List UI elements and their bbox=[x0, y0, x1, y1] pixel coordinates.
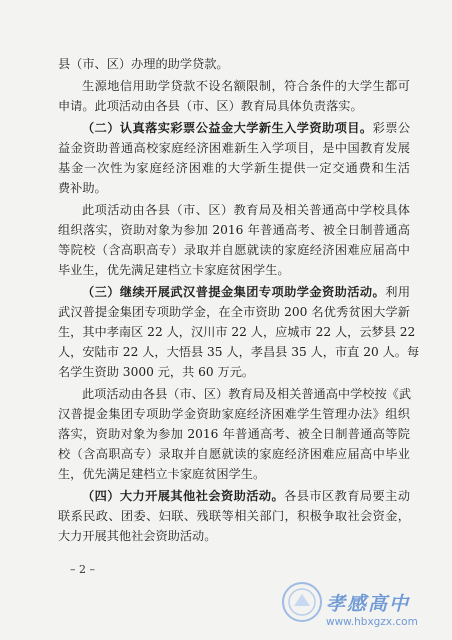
text-line bbox=[82, 386, 410, 402]
line-text: 生源地信用助学贷款不设名额限制，符合条件的大学生都可 bbox=[82, 79, 410, 93]
text-line bbox=[58, 242, 410, 258]
line-text: 联系民政、团委、妇联、残联等相关部门，积极争取社会资金， bbox=[58, 509, 410, 523]
section-heading: （二）认真落实彩票公益金大学新生入学资助项目。 bbox=[82, 121, 373, 135]
watermark-school-name: 孝感高中 bbox=[326, 593, 411, 615]
line-text: 生，优先满足建档立卡家庭贫困学生。 bbox=[58, 467, 266, 481]
text-line bbox=[58, 140, 410, 156]
line-text: 武汉普提金集团专项助学金，在全市资助 200 名优秀贫困大学新 bbox=[58, 305, 410, 319]
text-line bbox=[58, 344, 420, 360]
line-text: 汉普提金集团专项助学金资助家庭经济困难学生管理办法》组织 bbox=[58, 407, 410, 421]
text-line bbox=[58, 304, 410, 320]
line-text: 校（含高职高专）录取并自愿就读的家庭经济困难应届高中毕业 bbox=[58, 447, 410, 461]
line-text: 等院校（含高职高专）录取并自愿就读的家庭经济困难应届高中 bbox=[58, 243, 410, 257]
line-text: 益金资助普通高校家庭经济困难新生入学项目，是中国教育发展 bbox=[58, 141, 410, 155]
text-line bbox=[58, 466, 410, 482]
line-text: 此项活动由各县（市、区）教育局及相关普通高中学校具体 bbox=[82, 203, 410, 217]
text-line bbox=[58, 222, 410, 238]
section-heading: （四）大力开展其他社会资助活动。 bbox=[82, 489, 285, 503]
line-text: 申请。此项活动由各县（市、区）教育局具体负责落实。 bbox=[58, 99, 363, 113]
line-text: 此项活动由各县（市、区）教育局及相关普通高中学校按《武 bbox=[82, 387, 412, 401]
line-text: 名学生资助 3000 元，共 60 万元。 bbox=[58, 365, 255, 379]
text-line bbox=[58, 98, 410, 114]
text-line bbox=[58, 262, 410, 278]
line-text: 人，安陆市 22 人，大悟县 35 人，孝昌县 35 人，市直 20 人。每 bbox=[58, 345, 420, 359]
section-heading: （三）继续开展武汉普提金集团专项助学金资助活动。 bbox=[82, 285, 386, 299]
text-line bbox=[58, 446, 410, 462]
text-line bbox=[58, 324, 416, 340]
line-text: 生，其中孝南区 22 人，汉川市 22 人，应城市 22 人，云梦县 22 bbox=[58, 325, 416, 339]
text-line bbox=[58, 508, 410, 524]
text-line bbox=[82, 488, 410, 504]
text-line bbox=[58, 56, 410, 72]
school-logo-icon bbox=[280, 580, 324, 624]
line-text: 落实，资助对象为参加 2016 年普通高考、被全日制普通高等院 bbox=[58, 427, 410, 441]
line-text: 费补助。 bbox=[58, 181, 107, 195]
page-number: – 2 – bbox=[70, 563, 95, 576]
line-text: 彩票公 bbox=[372, 121, 411, 135]
line-text: 各县市区教育局要主动 bbox=[284, 489, 411, 503]
text-line bbox=[58, 426, 410, 442]
line-text: 毕业生，优先满足建档立卡家庭贫困学生。 bbox=[58, 263, 290, 277]
text-line bbox=[82, 202, 410, 218]
line-text: 基金一次性为家庭经济困难的大学新生提供一定交通费和生活 bbox=[58, 161, 410, 175]
text-line bbox=[82, 120, 410, 136]
text-line bbox=[58, 160, 410, 176]
line-text: 大力开展其他社会资助活动。 bbox=[58, 529, 217, 543]
watermark-url: www.hbxgzx.com bbox=[326, 616, 418, 628]
line-text: 利用 bbox=[385, 285, 411, 299]
text-line bbox=[82, 284, 410, 300]
line-text: 组织落实，资助对象为参加 2016 年普通高考、被全日制普通高 bbox=[58, 223, 410, 237]
text-line bbox=[58, 180, 410, 196]
text-line bbox=[58, 528, 410, 544]
text-line bbox=[82, 78, 410, 94]
text-line bbox=[58, 406, 410, 422]
text-line bbox=[58, 364, 410, 380]
line-text: 县（市、区）办理的助学贷款。 bbox=[58, 57, 229, 71]
